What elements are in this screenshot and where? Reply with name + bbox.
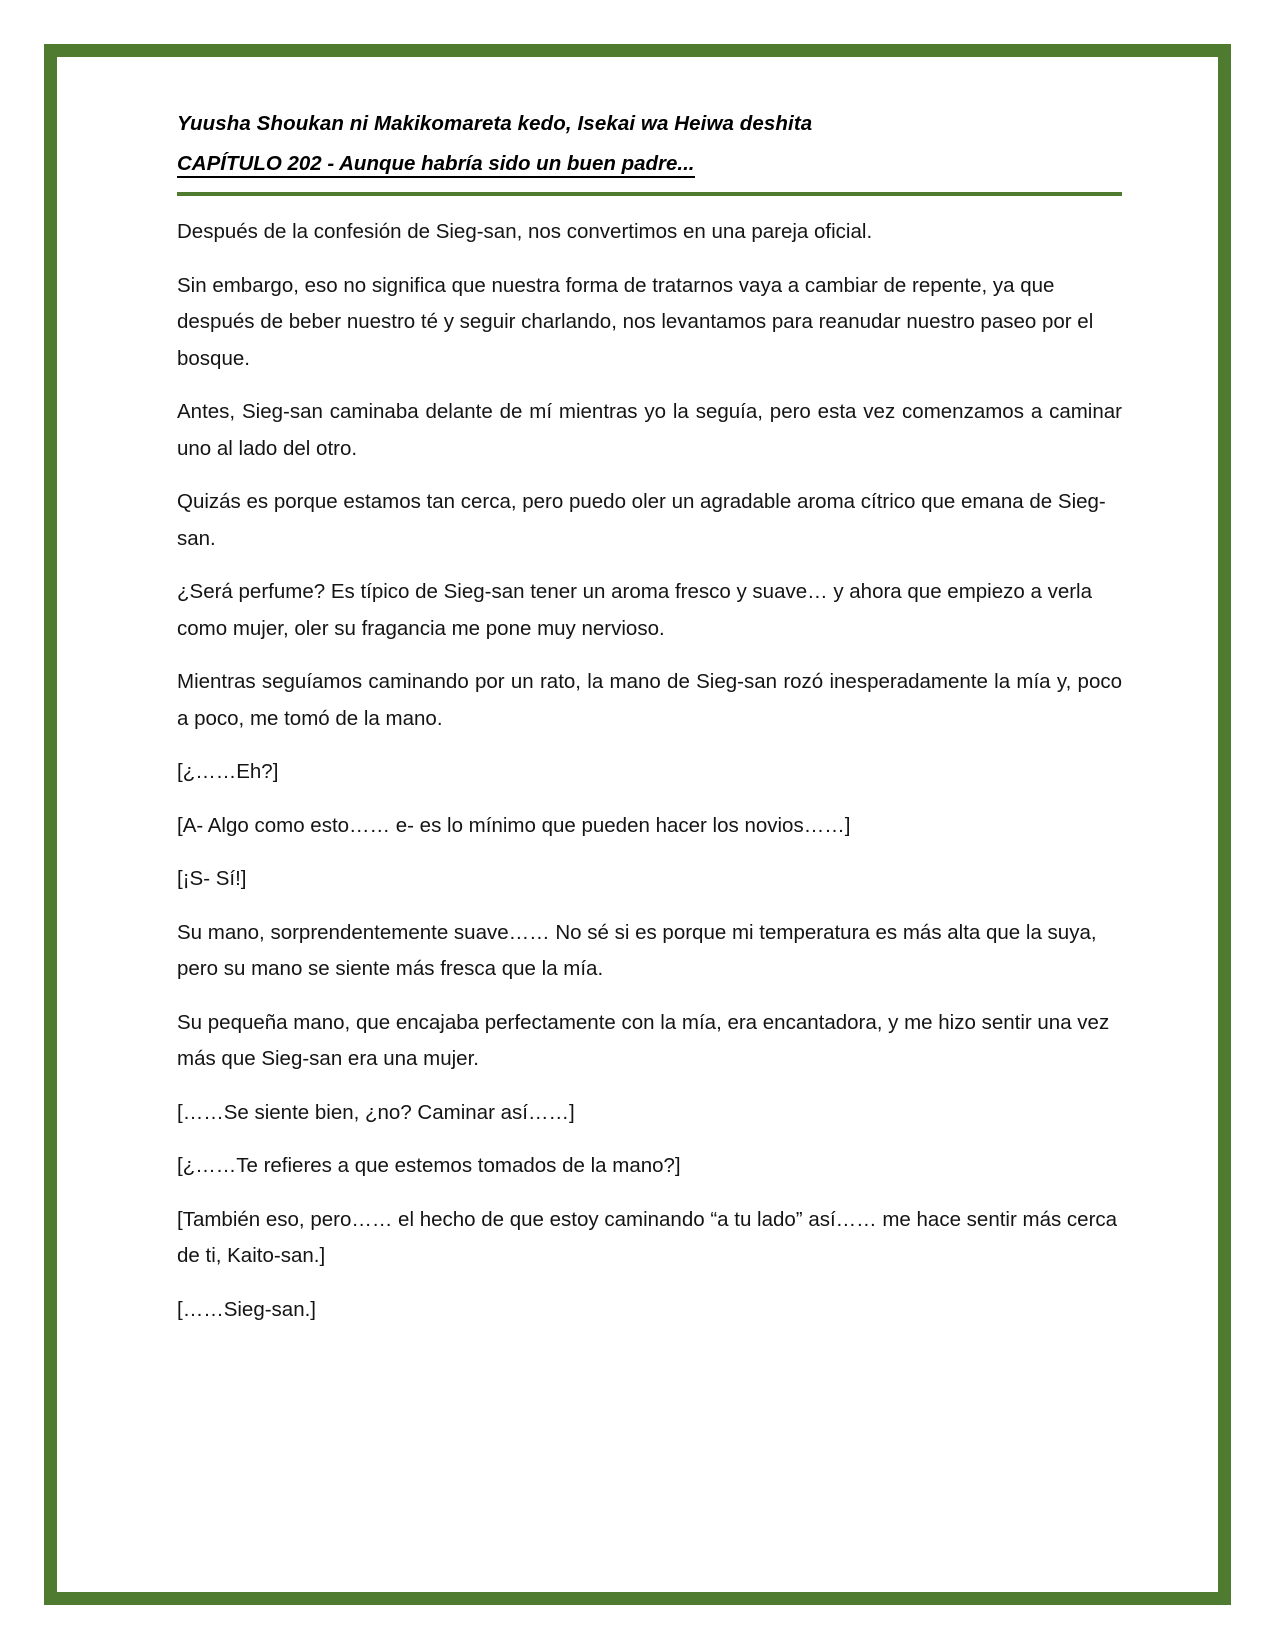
- paragraph: [¿……Eh?]: [177, 760, 279, 784]
- paragraph: [¿……Te refieres a que estemos tomados de la mano?]: [177, 1154, 681, 1178]
- chapter-title-wrap: [177, 150, 1122, 185]
- paragraph: [……Se siente bien, ¿no? Caminar así……]: [177, 1100, 575, 1124]
- paragraph: [¡S- Sí!]: [177, 867, 247, 891]
- page-content: [57, 57, 1218, 1592]
- paragraph: Su pequeña mano, que encajaba perfectamente con la mía, era encantadora, y me hizo sentir una vez más que Sieg-san era una mujer.: [177, 1010, 1110, 1071]
- header-divider: [177, 192, 1122, 196]
- paragraph: Antes, Sieg-san caminaba delante de mí mientras yo la seguía, pero esta vez comenzamos a caminar uno al lado del otro.: [177, 400, 1122, 460]
- paragraph: [……Sieg-san.]: [177, 1297, 316, 1321]
- series-title: Yuusha Shoukan ni Makikomareta kedo, Isekai wa Heiwa deshita: [177, 112, 813, 135]
- chapter-title: [177, 150, 695, 179]
- page-green-border: [44, 44, 1231, 1605]
- paragraph: Quizás es porque estamos tan cerca, pero puedo oler un agradable aroma cítrico que emana de Sieg-san.: [177, 490, 1106, 550]
- paragraph: [A- Algo como esto…… e- es lo mínimo que pueden hacer los novios……]: [177, 813, 851, 837]
- chapter-title-text: CAPÍTULO 202 - Aunque habría sido un buen padre...: [177, 152, 695, 178]
- chapter-body: [177, 214, 1122, 1328]
- paragraph: Mientras seguíamos caminando por un rato, la mano de Sieg-san rozó inesperadamente la mía y, poco a poco, me tomó de la mano.: [177, 670, 1122, 730]
- document-header: [177, 109, 1122, 196]
- paragraph: Sin embargo, eso no significa que nuestra forma de tratarnos vaya a cambiar de repente, ya que después de beber nuestro té y seguir charlando, nos levantamos para reanudar nuestro paseo por el bosque.: [177, 273, 1094, 370]
- paragraph: ¿Será perfume? Es típico de Sieg-san tener un aroma fresco y suave… y ahora que empiezo a verla como mujer, oler su fragancia me pone muy nervioso.: [177, 580, 1093, 640]
- paragraph: [También eso, pero…… el hecho de que estoy caminando “a tu lado” así…… me hace sentir más cerca de ti, Kaito-san.]: [177, 1207, 1118, 1268]
- paragraph: Su mano, sorprendentemente suave…… No sé si es porque mi temperatura es más alta que la suya, pero su mano se siente más fresca que la mía.: [177, 920, 1097, 981]
- paragraph: Después de la confesión de Sieg-san, nos convertimos en una pareja oficial.: [177, 220, 873, 244]
